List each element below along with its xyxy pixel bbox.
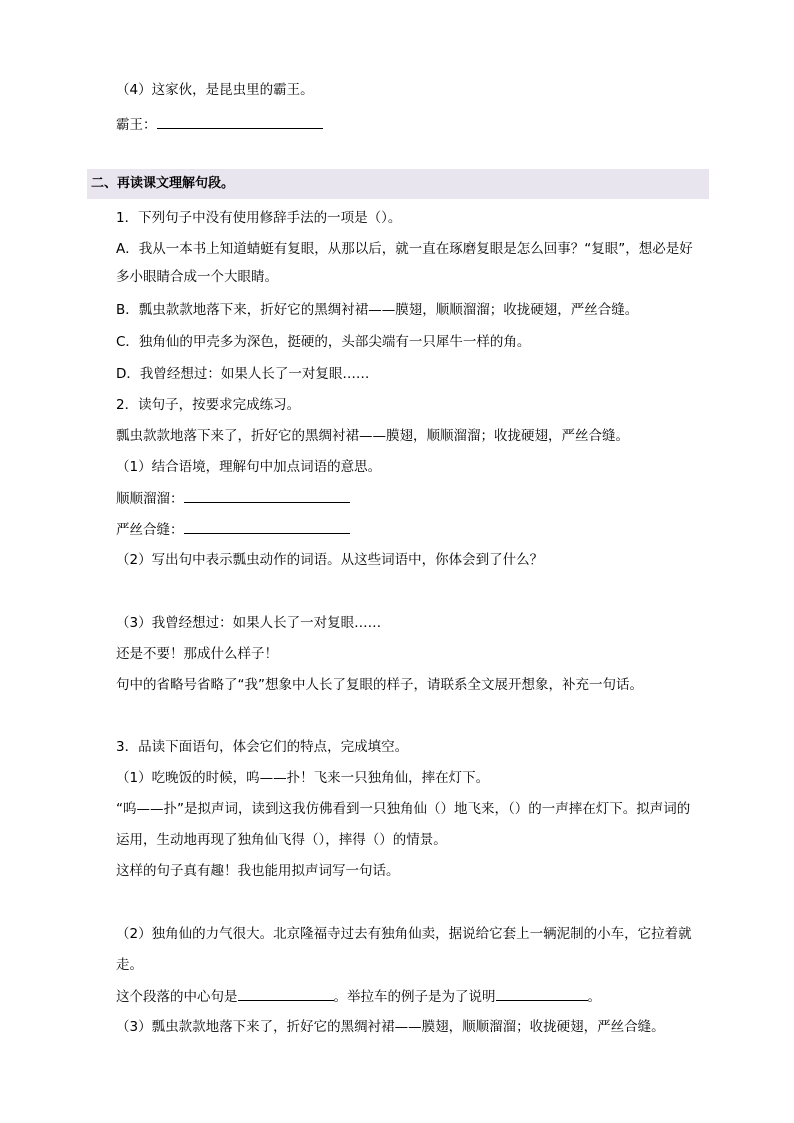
answer-line-bawang xyxy=(116,114,323,135)
answer-label: 严丝合缝： xyxy=(116,522,184,538)
q1-option-a-cont: 多小眼睛合成一个大眼睛。 xyxy=(116,269,278,285)
q2-sub1: （1）结合语境，理解句中加点词语的意思。 xyxy=(116,459,382,475)
q1-option-c: C．独角仙的甲壳多为深色，挺硬的，头部尖端有一只犀牛一样的角。 xyxy=(116,334,531,350)
q3-sub1: （1）吃晚饭的时候，呜——扑！飞来一只独角仙，摔在灯下。 xyxy=(116,770,490,786)
answer-blank[interactable] xyxy=(496,986,588,1001)
answer-label: 霸王： xyxy=(116,117,157,133)
q2-stem: 2．读句子，按要求完成练习。 xyxy=(116,397,301,413)
answer-line-b xyxy=(116,519,350,540)
q3-sub2: （2）独角仙的力气很大。北京隆福寺过去有独角仙卖，据说给它套上一辆泥制的小车，它拉着就 xyxy=(116,926,692,942)
q2-sub3-line2: 还是不要！那成什么样子！ xyxy=(116,646,278,662)
answer-blank[interactable] xyxy=(184,488,350,503)
answer-line-a xyxy=(116,488,350,509)
q3-sub1-line4: 这样的句子真有趣！我也能用拟声词写一句话。 xyxy=(116,863,400,879)
q1-stem: 1．下列句子中没有使用修辞手法的一项是（）。 xyxy=(116,210,402,226)
q2-sentence: 瓢虫款款地落下来了，折好它的黑绸衬裙——膜翅，顺顺溜溜；收拢硬翅，严丝合缝。 xyxy=(116,428,629,444)
q2-sub2: （2）写出句中表示瓢虫动作的词语。从这些词语中，你体会到了什么？ xyxy=(116,552,544,568)
q2-sub3-line3: 句中的省略号省略了“我”想象中人长了复眼的样子，请联系全文展开想象，补充一句话。 xyxy=(116,677,643,693)
q1-option-b: B．瓢虫款款地落下来，折好它的黑绸衬裙——膜翅，顺顺溜溜；收拢硬翅，严丝合缝。 xyxy=(116,302,639,318)
q3-sub1-line2: “呜——扑”是拟声词，读到这我仿佛看到一只独角仙（）地飞来，（）的一声摔在灯下。拟声词的 xyxy=(116,801,691,817)
q3-stem: 3．品读下面语句，体会它们的特点，完成填空。 xyxy=(116,739,409,755)
answer-blank[interactable] xyxy=(184,519,350,534)
q3-sub3: （3）瓢虫款款地落下来了，折好它的黑绸衬裙——膜翅，顺顺溜溜；收拢硬翅，严丝合缝。 xyxy=(116,1019,665,1035)
question-4: （4）这家伙，是昆虫里的霸王。 xyxy=(116,82,314,98)
q3-sub1-line3: 运用，生动地再现了独角仙飞得（），摔得（）的情景。 xyxy=(116,832,447,848)
section-header xyxy=(87,169,709,199)
q3-sub2-line2: 走。 xyxy=(116,957,143,973)
section-title: 二、再读课文理解句段。 xyxy=(91,176,235,191)
q1-option-a: A．我从一本书上知道蜻蜓有复眼，从那以后，就一直在琢磨复眼是怎么回事？“复眼”，想必是好 xyxy=(116,241,693,257)
q3-sub2-line3: 这个段落的中心句是 。举拉车的例子是为了说明 。 xyxy=(116,986,601,1007)
answer-label: 顺顺溜溜： xyxy=(116,491,184,507)
q2-sub3: （3）我曾经想过：如果人长了一对复眼…… xyxy=(116,615,382,631)
answer-blank[interactable] xyxy=(238,986,334,1001)
q1-option-d: D．我曾经想过：如果人长了一对复眼…… xyxy=(116,366,370,382)
answer-blank[interactable] xyxy=(157,114,323,129)
